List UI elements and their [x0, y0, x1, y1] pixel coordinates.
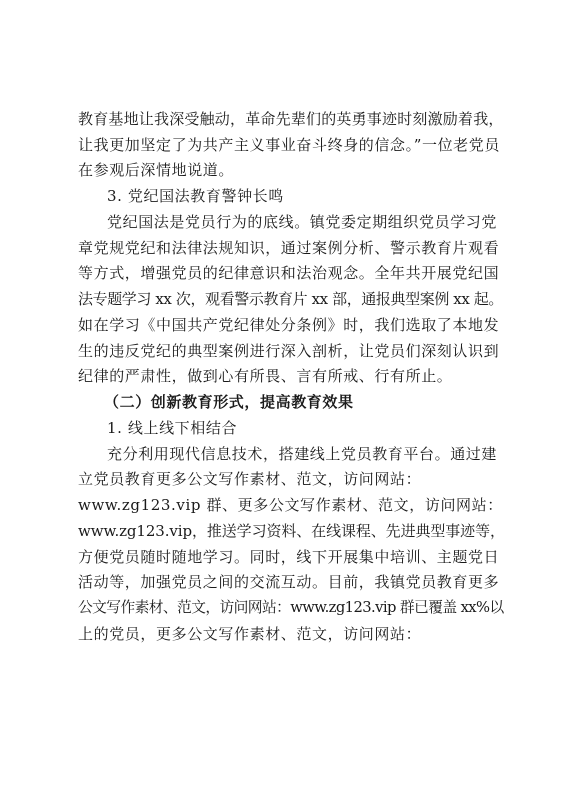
- body-text-line: www.zg123.vip，推送学习资料、在线课程、先进典型事迹等，: [78, 522, 505, 540]
- subsection-heading: （二）创新教育形式，提高教育效果: [104, 393, 354, 411]
- body-text-line: 法专题学习 xx 次，观看警示教育片 xx 部，通报典型案例 xx 起。: [78, 290, 503, 308]
- body-text-line: 方便党员随时随地学习。同时，线下开展集中培训、主题党日: [78, 548, 500, 566]
- body-text-line: 教育基地让我深受触动，革命先辈们的英勇事迹时刻激励着我，: [78, 110, 504, 128]
- body-text-line: 立党员教育更多公文写作素材、范文，访问网站：: [78, 470, 422, 488]
- body-text-line: 等方式，增强党员的纪律意识和法治观念。全年共开展党纪国: [78, 264, 500, 282]
- body-text-line: 上的党员，更多公文写作素材、范文，访问网站：: [78, 625, 422, 643]
- body-text-line: 公文写作素材、范文，访问网站：www.zg123.vip 群已覆盖 xx%以: [78, 599, 504, 616]
- body-text-line: 在参观后深情地说道。: [78, 161, 235, 179]
- body-text-line: 如在学习《中国共产党纪律处分条例》时，我们选取了本地发: [78, 316, 500, 334]
- body-text-line: www.zg123.vip 群、更多公文写作素材、范文，访问网站：: [78, 496, 503, 514]
- body-text-line: 生的违反党纪的典型案例进行深入剖析，让党员们深刻认识到: [78, 342, 500, 360]
- body-text-line: 党纪国法是党员行为的底线。镇党委定期组织党员学习党: [107, 213, 498, 231]
- section-heading: 3. 党纪国法教育警钟长鸣: [107, 187, 284, 205]
- body-text-line: 活动等，加强党员之间的交流互动。目前，我镇党员教育更多: [78, 573, 500, 591]
- body-text-line: 章党规党纪和法律法规知识，通过案例分析、警示教育片观看: [78, 239, 500, 257]
- body-text-line: 让我更加坚定了为共产主义事业奋斗终身的信念。”一位老党员: [78, 136, 500, 154]
- body-text-line: 纪律的严肃性，做到心有所畏、言有所戒、行有所止。: [78, 367, 453, 385]
- body-text-line: 充分利用现代信息技术，搭建线上党员教育平台。通过建: [107, 445, 498, 463]
- section-heading: 1. 线上线下相结合: [107, 419, 238, 437]
